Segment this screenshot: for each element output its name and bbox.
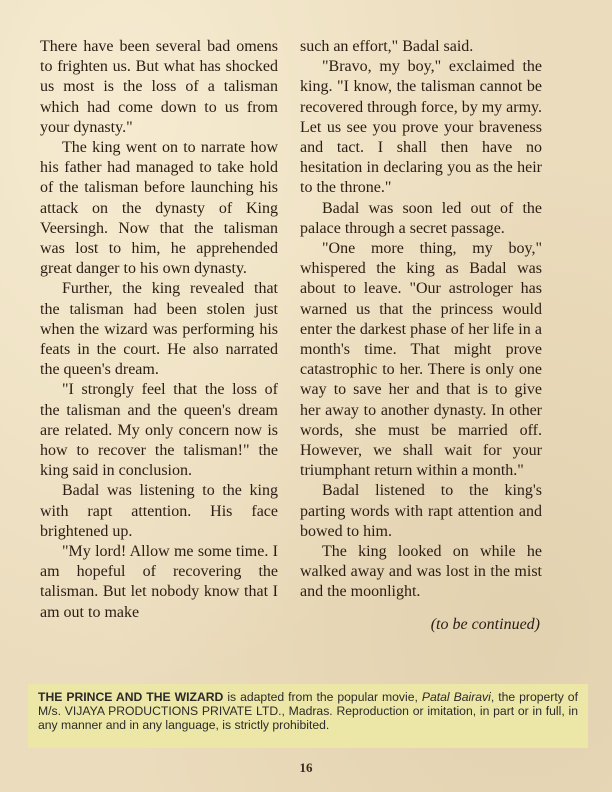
paragraph: "Bravo, my boy," exclaimed the king. "I know, the talisman cannot be recovered through force, by my army. Let us see you prove your braveness and tact. I shall then have no hesitation in declaring you as the heir to the throne." (300, 58, 542, 197)
credit-movie-title: Patal Bairavi (421, 690, 491, 704)
paragraph: The king went on to narrate how his father had managed to take hold of the talisman before launching his attack on the dynasty of King Veersingh. Now that the talisman was lost to him, he apprehended great danger to his own dynasty. (40, 139, 278, 278)
to-be-continued-note: (to be continued) (430, 615, 540, 633)
paragraph: Badal was soon led out of the palace through a secret passage. (300, 199, 542, 237)
paragraph: Badal was listening to the king with rapt attention. His face brightened up. (40, 482, 278, 540)
paragraph: The king looked on while he walked away and was lost in the mist and the moonlight. (300, 543, 542, 601)
right-text-column (300, 37, 542, 635)
credit-text: is adapted from the popular movie, (223, 690, 422, 704)
credit-text: , the property of M/s. VIJAYA PRODUCTIONS PRIVATE LTD., Madras. Reproduction or imitation, in part or in full, in any manner and in any language, is strictly prohibited. (38, 690, 578, 732)
credit-notice (28, 684, 588, 748)
page-number: 16 (299, 760, 313, 775)
paragraph: Badal listened to the king's parting words with rapt attention and bowed to him. (300, 482, 542, 540)
paragraph: There have been several bad omens to frighten us. But what has shocked us most is the loss of a talisman which had come down to us from your dynasty." (40, 38, 278, 136)
paragraph: Further, the king revealed that the talisman had been stolen just when the wizard was performing his feats in the court. He also narrated the queen's dream. (40, 280, 278, 379)
paragraph: "One more thing, my boy," whispered the king as Badal was about to leave. "Our astrologer has warned us that the princess would enter the darkest phase of her life in a month's time. That might prove catastrophic to her. There is only one way to save her and that is to give her away to another dynasty. In other words, she must be married off. However, we shall wait for your triumphant return within a month." (300, 240, 542, 480)
paragraph: "My lord! Allow me some time. I am hopeful of recovering the talisman. But let nobody know that I am out to make (40, 543, 278, 621)
left-text-column (40, 37, 278, 623)
credit-story-title: THE PRINCE AND THE WIZARD (38, 690, 224, 704)
paragraph: "I strongly feel that the loss of the talisman and the queen's dream are related. My only concern now is how to recover the talisman!" the king said in conclusion. (40, 381, 278, 480)
paragraph: such an effort," Badal said. (300, 38, 474, 55)
